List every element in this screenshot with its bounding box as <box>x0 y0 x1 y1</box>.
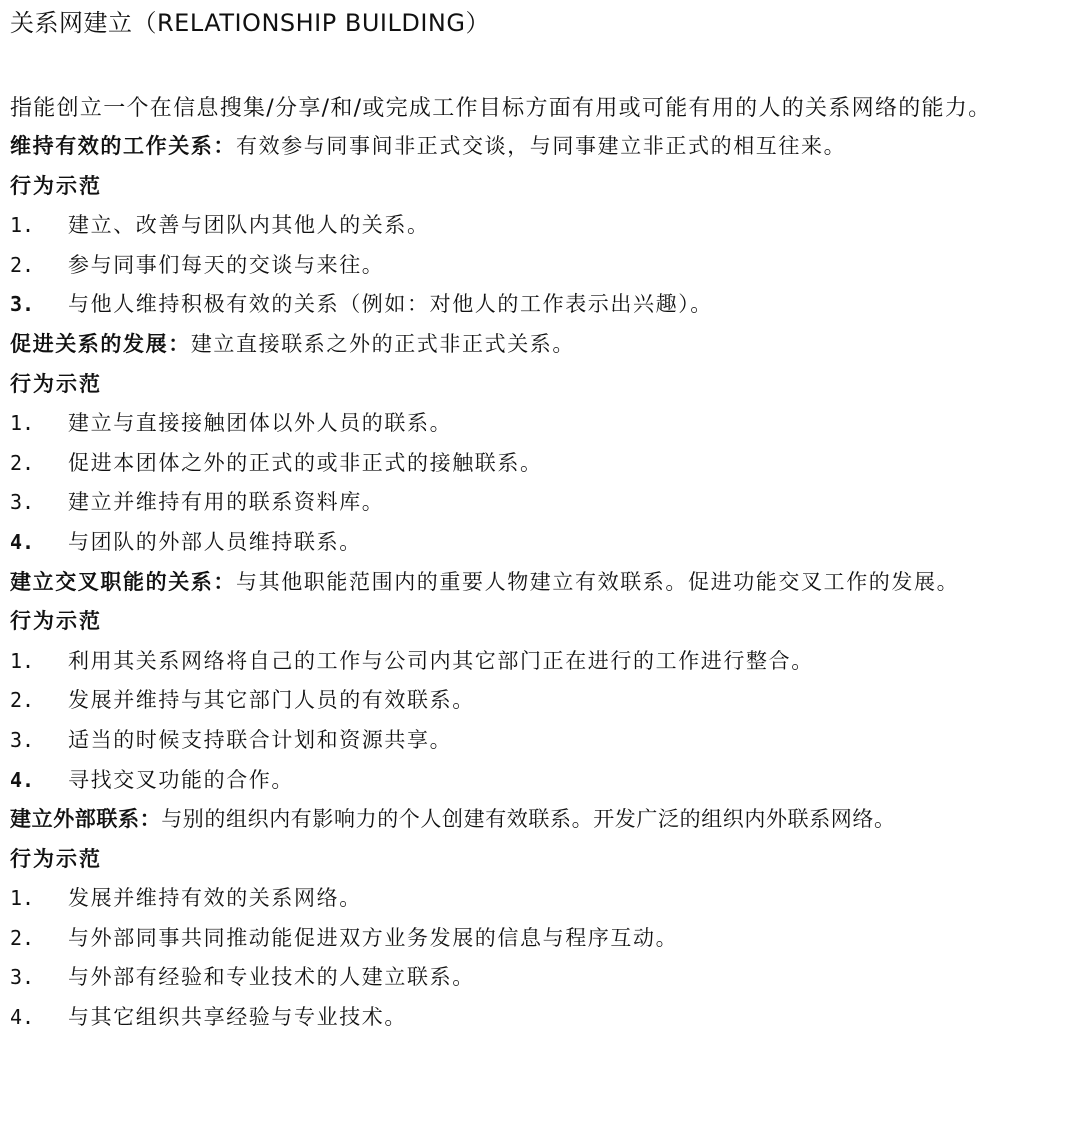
list-item <box>10 879 1072 919</box>
item-text: 与外部同事共同推动能促进双方业务发展的信息与程序互动。 <box>68 925 679 950</box>
item-number: 3. <box>10 490 35 515</box>
item-number: 4. <box>10 1005 35 1030</box>
list-item <box>10 721 1072 761</box>
item-number: 1. <box>10 886 35 911</box>
item-text: 建立、改善与团队内其他人的关系。 <box>68 213 430 238</box>
item-number: 3. <box>10 965 35 990</box>
item-number: 4. <box>10 529 35 554</box>
item-text: 发展并维持与其它部门人员的有效联系。 <box>68 688 475 713</box>
category-description: 建立直接联系之外的正式非正式关系。 <box>190 331 576 356</box>
list-item <box>10 523 1072 563</box>
item-number: 3. <box>10 292 35 317</box>
item-text: 寻找交叉功能的合作。 <box>68 767 294 792</box>
list-item <box>10 285 1072 325</box>
list-item <box>10 919 1072 959</box>
list-item <box>10 681 1072 721</box>
list-item <box>10 206 1072 246</box>
behavior-heading: 行为示范 <box>10 173 102 198</box>
item-text: 参与同事们每天的交谈与来往。 <box>68 252 385 277</box>
category-line <box>10 563 1072 603</box>
item-number: 2. <box>10 450 35 475</box>
item-number: 1. <box>10 411 35 436</box>
category-description: 有效参与同事间非正式交谈，与同事建立非正式的相互往来。 <box>236 134 847 158</box>
item-number: 2. <box>10 688 35 713</box>
category-line <box>10 325 1072 365</box>
category-line <box>10 800 1072 840</box>
item-text: 促进本团体之外的正式的或非正式的接触联系。 <box>68 450 543 475</box>
category-line <box>10 127 1072 167</box>
item-text: 与他人维持积极有效的关系（例如：对他人的工作表示出兴趣）。 <box>68 292 713 317</box>
list-item <box>10 404 1072 444</box>
item-number: 1. <box>10 648 35 673</box>
item-text: 与其它组织共享经验与专业技术。 <box>68 1005 407 1030</box>
intro-paragraph: 指能创立一个在信息搜集/分享/和/或完成工作目标方面有用或可能有用的人的关系网络的能力。 <box>10 96 992 121</box>
list-item <box>10 761 1072 801</box>
page-title: 关系网建立（RELATIONSHIP BUILDING） <box>10 9 490 37</box>
item-number: 4. <box>10 767 35 792</box>
category-description: 与别的组织内有影响力的个人创建有效联系。开发广泛的组织内外联系网络。 <box>161 807 896 832</box>
list-item <box>10 998 1072 1038</box>
category-label: 建立交叉职能的关系： <box>10 569 236 594</box>
item-text: 与外部有经验和专业技术的人建立联系。 <box>68 965 475 990</box>
item-number: 1. <box>10 213 35 238</box>
list-item <box>10 958 1072 998</box>
item-text: 建立与直接接触团体以外人员的联系。 <box>68 411 453 436</box>
category-label: 维持有效的工作关系： <box>10 134 236 158</box>
item-number: 3. <box>10 727 35 752</box>
item-number: 2. <box>10 925 35 950</box>
behavior-heading: 行为示范 <box>10 846 102 871</box>
category-description: 与其他职能范围内的重要人物建立有效联系。促进功能交叉工作的发展。 <box>236 569 960 594</box>
item-text: 利用其关系网络将自己的工作与公司内其它部门正在进行的工作进行整合。 <box>68 648 814 673</box>
item-text: 适当的时候支持联合计划和资源共享。 <box>68 727 453 752</box>
item-text: 与团队的外部人员维持联系。 <box>68 529 362 554</box>
item-text: 发展并维持有效的关系网络。 <box>68 886 362 911</box>
category-label: 促进关系的发展： <box>10 331 191 356</box>
list-item <box>10 483 1072 523</box>
item-text: 建立并维持有用的联系资料库。 <box>68 490 385 515</box>
list-item <box>10 246 1072 286</box>
list-item <box>10 642 1072 682</box>
item-number: 2. <box>10 252 35 277</box>
behavior-heading: 行为示范 <box>10 371 102 396</box>
category-label: 建立外部联系： <box>10 807 162 832</box>
behavior-heading: 行为示范 <box>10 609 102 634</box>
list-item <box>10 444 1072 484</box>
